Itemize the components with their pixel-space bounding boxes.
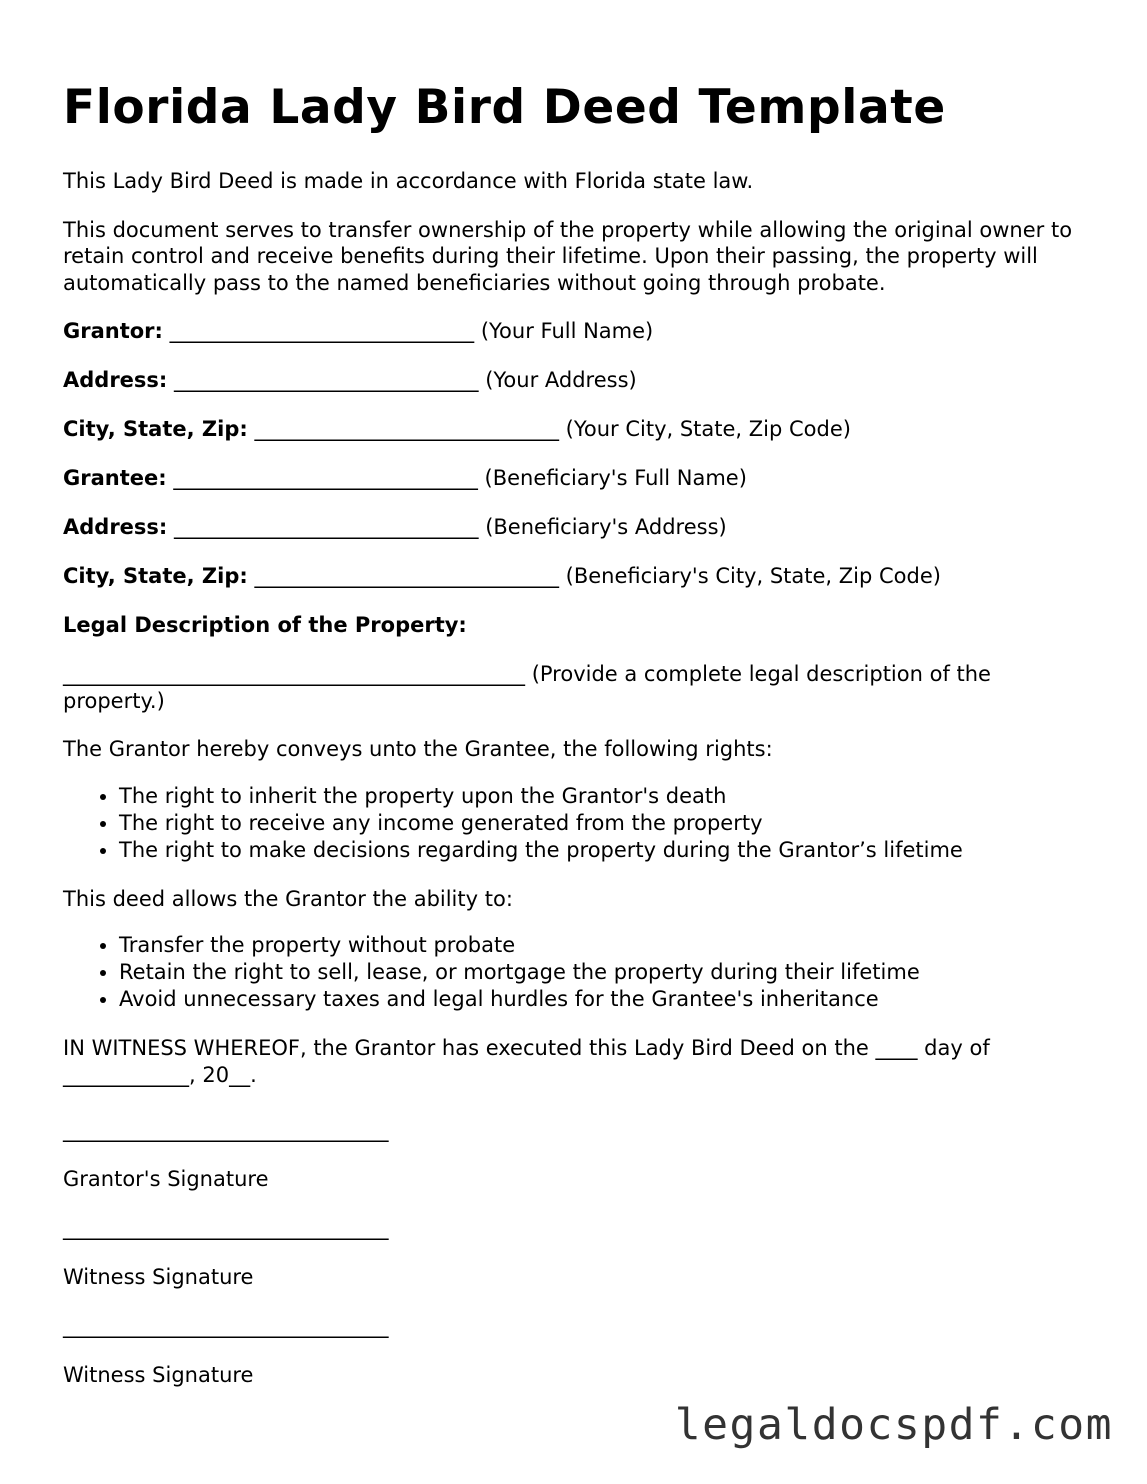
field-label: Address: xyxy=(63,368,168,392)
grantor-signature-line[interactable]: _______________________________ xyxy=(63,1118,389,1142)
grantee-address-field xyxy=(63,514,1073,541)
witness-2-signature-label: Witness Signature xyxy=(63,1363,254,1387)
witness-clause: IN WITNESS WHEREOF, the Grantor has executed this Lady Bird Deed on the ____ day of ____________, 20__. xyxy=(63,1036,990,1087)
field-hint: (Your Full Name) xyxy=(480,319,654,343)
allows-list xyxy=(63,932,1073,1013)
legal-description-hint: (Provide a complete legal description of the property.) xyxy=(63,662,991,713)
field-blank[interactable]: _____________________________ xyxy=(174,368,479,392)
list-item: • The right to receive any income generated from the property xyxy=(119,810,1073,837)
field-hint: (Your Address) xyxy=(485,368,637,392)
list-item: • The right to make decisions regarding the property during the Grantor’s lifetime xyxy=(119,837,1073,864)
allows-intro: This deed allows the Grantor the ability to: xyxy=(63,886,513,911)
field-hint: (Your City, State, Zip Code) xyxy=(565,417,851,441)
field-label: City, State, Zip: xyxy=(63,417,248,441)
field-label: Address: xyxy=(63,515,168,539)
field-label: Grantee: xyxy=(63,466,167,490)
field-blank[interactable]: _____________________________ xyxy=(174,515,479,539)
grantor-address-field xyxy=(63,367,1073,394)
conveys-intro: The Grantor hereby conveys unto the Grantee, the following rights: xyxy=(63,737,773,761)
field-hint: (Beneficiary's Address) xyxy=(485,515,727,539)
document-page xyxy=(63,78,1073,1411)
list-item: • Transfer the property without probate xyxy=(119,932,1073,959)
intro-paragraph-2: This document serves to transfer ownership of the property while allowing the original owner to retain control and receive benefits during their lifetime. Upon their passing, the property will automatically pass to the named beneficiaries without going through probate. xyxy=(63,217,1073,295)
field-blank[interactable]: _____________________________ xyxy=(169,319,475,343)
intro-paragraph-1: This Lady Bird Deed is made in accordance with Florida state law. xyxy=(63,169,754,193)
legal-description-field xyxy=(63,661,1073,714)
list-item: • The right to inherit the property upon the Grantor's death xyxy=(119,783,1073,810)
legal-description-blank[interactable]: ____________________________________________ xyxy=(63,662,525,686)
field-blank[interactable]: _____________________________ xyxy=(173,466,478,490)
grantee-city-state-zip-field xyxy=(63,563,1073,590)
grantor-city-state-zip-field xyxy=(63,416,1073,443)
grantor-signature-label: Grantor's Signature xyxy=(63,1167,269,1191)
grantee-name-field xyxy=(63,465,1073,492)
list-item: • Avoid unnecessary taxes and legal hurdles for the Grantee's inheritance xyxy=(119,986,1073,1013)
field-blank[interactable]: _____________________________ xyxy=(254,564,559,588)
legal-description-heading: Legal Description of the Property: xyxy=(63,613,467,637)
field-label: Grantor: xyxy=(63,319,163,343)
site-watermark: legaldocspdf.com xyxy=(674,1400,1113,1450)
page-title: Florida Lady Bird Deed Template xyxy=(63,80,946,135)
witness-1-signature-label: Witness Signature xyxy=(63,1265,254,1289)
field-hint: (Beneficiary's City, State, Zip Code) xyxy=(565,564,941,588)
witness-2-signature-line[interactable]: _______________________________ xyxy=(63,1314,389,1338)
field-blank[interactable]: _____________________________ xyxy=(254,417,559,441)
grantor-name-field xyxy=(63,318,1073,345)
field-label: City, State, Zip: xyxy=(63,564,248,588)
signature-block xyxy=(63,1117,1073,1389)
conveys-list xyxy=(63,783,1073,864)
witness-1-signature-line[interactable]: _______________________________ xyxy=(63,1216,389,1240)
field-hint: (Beneficiary's Full Name) xyxy=(484,466,747,490)
list-item: • Retain the right to sell, lease, or mortgage the property during their lifetime xyxy=(119,959,1073,986)
